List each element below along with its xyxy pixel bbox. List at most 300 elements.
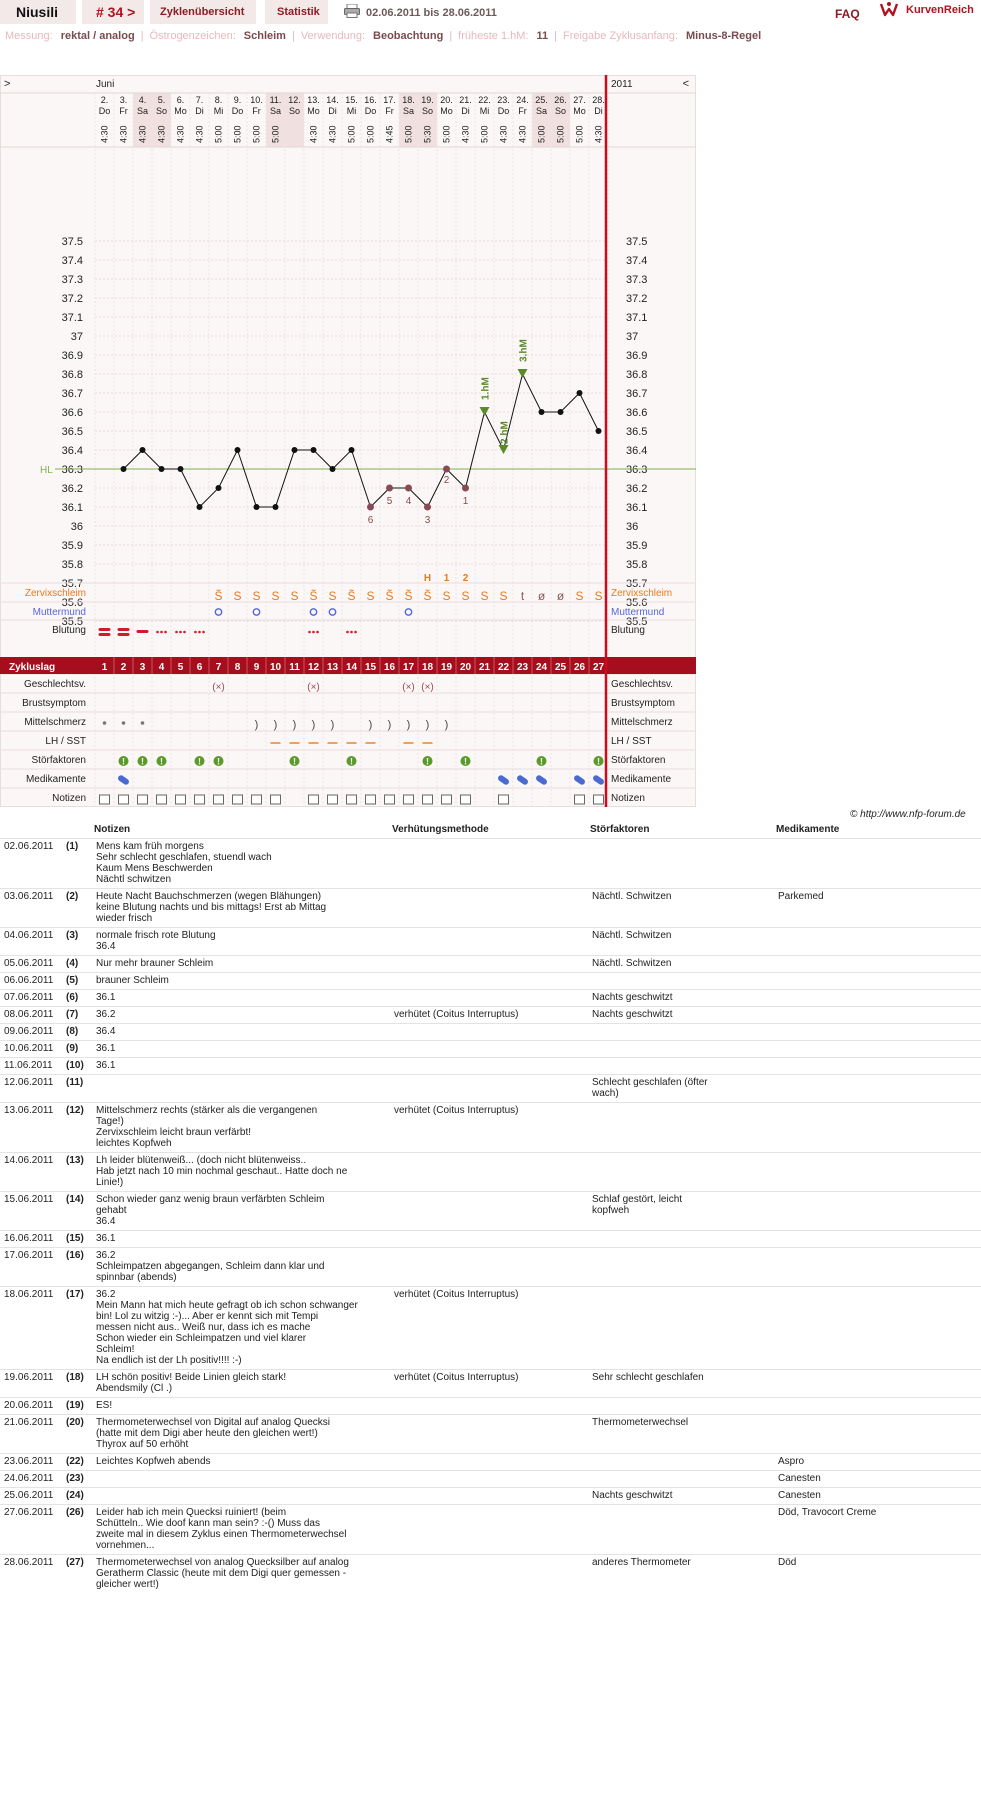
note-icon[interactable] [347, 795, 357, 804]
note-disturbance: Nachts geschwitzt [588, 1007, 774, 1024]
notes-row [0, 1153, 981, 1192]
note-text: 36.2 Mein Mann hat mich heute gefragt ob ich schon schwanger bin! Lol zu witzig :-)... Aber er kennt sich mit Tempi messen nicht aus.. Weiß nur, dass ich es mache Schon wieder ein Schleimpatzen und viel klarer Schleim! Na endlich ist der Lh positiv!!!! :-) [92, 1287, 390, 1370]
note-medication [774, 956, 981, 973]
note-icon[interactable] [442, 795, 452, 804]
year-label: 2011 [611, 79, 633, 90]
note-medication [774, 1248, 981, 1287]
note-icon[interactable] [309, 795, 319, 804]
note-cycle-day: (24) [66, 1488, 92, 1505]
high-measure-label: 2.hM [499, 421, 511, 444]
cycle-day-number: 5 [177, 662, 184, 673]
note-method [390, 1058, 588, 1075]
note-disturbance: Nächtl. Schwitzen [588, 956, 774, 973]
column-time: 5:00 [403, 125, 414, 143]
low-count-label: 6 [367, 515, 374, 526]
note-cycle-day: (8) [66, 1024, 92, 1041]
column-day: 18. [402, 95, 415, 105]
low-count-label: 4 [405, 496, 412, 507]
note-icon[interactable] [499, 795, 509, 804]
note-medication [774, 928, 981, 956]
cervix-os-icon [329, 609, 335, 615]
note-method [390, 1555, 588, 1594]
y-tick-right: 37.2 [626, 293, 648, 305]
cervix-symbol: ø [537, 589, 546, 603]
cycle-day-number: 11 [289, 662, 300, 673]
y-tick-right: 36.3 [626, 464, 648, 476]
note-cycle-day: (19) [66, 1398, 92, 1415]
note-method: verhütet (Coitus Interruptus) [390, 1370, 588, 1398]
row-label-lh: LH / SST [45, 736, 86, 747]
note-date: 11.06.2011 [0, 1058, 66, 1075]
note-icon[interactable] [138, 795, 148, 804]
intercourse-icon: (×) [307, 682, 320, 693]
y-tick-left: 36 [70, 521, 83, 533]
cervix-symbol: S̃ [214, 589, 223, 603]
notes-row [0, 1248, 981, 1287]
note-icon[interactable] [575, 795, 585, 804]
cycle-day-number: 25 [554, 662, 567, 673]
note-cycle-day: (15) [66, 1231, 92, 1248]
notes-table-header [0, 821, 981, 839]
note-text [92, 1471, 390, 1488]
column-weekday: Di [195, 106, 204, 116]
y-tick-right: 36.9 [626, 350, 648, 362]
column-time: 5:00 [365, 125, 376, 143]
note-icon[interactable] [195, 795, 205, 804]
y-tick-right: 37.4 [626, 255, 648, 267]
note-icon[interactable] [423, 795, 433, 804]
note-medication: Död [774, 1555, 981, 1594]
column-time: 4:30 [194, 125, 205, 143]
bleeding-spotting-icon [312, 631, 315, 634]
note-text: Leider hab ich mein Quecksi ruiniert! (beim Schütteln.. Wie doof kann man sein? :-() Muss das zweite mal in diesem Zyklus einen Thermometerwechsel vornehmen... [92, 1505, 390, 1555]
note-icon[interactable] [233, 795, 243, 804]
bleeding-spotting-icon [346, 631, 349, 634]
notes-row [0, 990, 981, 1007]
note-method [390, 928, 588, 956]
note-disturbance [588, 973, 774, 990]
column-weekday: Fr [252, 106, 261, 116]
note-date: 18.06.2011 [0, 1287, 66, 1370]
note-method [390, 1192, 588, 1231]
note-medication [774, 1370, 981, 1398]
column-weekday: Do [98, 106, 111, 116]
column-weekday: Mo [440, 106, 453, 116]
note-medication [774, 1231, 981, 1248]
bleeding-spotting-icon [160, 631, 163, 634]
note-date: 24.06.2011 [0, 1471, 66, 1488]
row-label-meds: Medikamente [25, 774, 86, 785]
note-icon[interactable] [404, 795, 414, 804]
medication-pill-icon [535, 774, 548, 786]
y-tick-right: 36 [626, 521, 639, 533]
column-weekday: Do [497, 106, 510, 116]
column-day: 25. [535, 95, 548, 105]
notes-row [0, 839, 981, 889]
note-disturbance: Sehr schlecht geschlafen [588, 1370, 774, 1398]
note-date: 13.06.2011 [0, 1103, 66, 1153]
column-day: 17. [383, 95, 396, 105]
disturbance-mark: ! [122, 756, 125, 767]
note-text [92, 1488, 390, 1505]
cycle-day-number: 18 [421, 662, 434, 673]
note-date: 05.06.2011 [0, 956, 66, 973]
note-icon[interactable] [461, 795, 471, 804]
note-text: 36.1 [92, 1231, 390, 1248]
note-date: 06.06.2011 [0, 973, 66, 990]
header-method: Verhütungsmethode [392, 824, 489, 835]
y-tick-left: 35.5 [61, 616, 83, 628]
column-weekday: Sa [269, 106, 282, 116]
note-medication [774, 1058, 981, 1075]
y-tick-right: 36.8 [626, 369, 648, 381]
note-icon[interactable] [594, 795, 604, 804]
column-weekday: Di [594, 106, 603, 116]
cervix-symbol: S [480, 589, 489, 603]
low-count-label: 1 [462, 496, 469, 507]
note-disturbance: Nachts geschwitzt [588, 1488, 774, 1505]
column-weekday: Mo [174, 106, 187, 116]
setting-value: Minus-8-Regel [685, 30, 762, 42]
column-weekday: Do [231, 106, 244, 116]
note-disturbance [588, 1024, 774, 1041]
printer-icon[interactable] [344, 4, 360, 18]
note-icon[interactable] [157, 795, 167, 804]
cervix-symbol: S [290, 589, 299, 603]
note-disturbance [588, 1454, 774, 1471]
note-medication: Parkemed [774, 889, 981, 928]
note-icon[interactable] [328, 795, 338, 804]
setting-label: Freigabe Zyklusanfang: [563, 30, 678, 42]
column-weekday: Fr [518, 106, 527, 116]
column-weekday: Mi [213, 106, 224, 116]
statistics-tab[interactable]: Statistik [265, 0, 330, 24]
cycle-chart [0, 75, 696, 807]
y-tick-left: 37.3 [61, 274, 83, 286]
midpain-icon: ) [406, 719, 411, 731]
column-day: 27. [573, 95, 586, 105]
y-tick-right: 36.7 [626, 388, 648, 400]
midpain-icon: ) [368, 719, 373, 731]
column-time: 4:30 [137, 125, 148, 143]
header-medication: Medikamente [776, 824, 840, 835]
y-tick-right: 36.6 [626, 407, 648, 419]
bleeding-spotting-icon [198, 631, 201, 634]
y-tick-left: 36.6 [61, 407, 83, 419]
row-label-disturb: Störfaktoren [31, 755, 86, 766]
y-tick-right: 37.5 [626, 236, 648, 248]
note-icon[interactable] [176, 795, 186, 804]
cervix-symbol: S [328, 589, 337, 603]
notes-row [0, 1041, 981, 1058]
note-icon[interactable] [271, 795, 281, 804]
cycle-day-number: 23 [516, 662, 529, 673]
column-time: 4:30 [517, 125, 528, 143]
note-cycle-day: (11) [66, 1075, 92, 1103]
note-date: 07.06.2011 [0, 990, 66, 1007]
column-time: 5:00 [251, 125, 262, 143]
bleeding-medium-icon [137, 630, 149, 633]
note-icon[interactable] [119, 795, 129, 804]
note-text: brauner Schleim [92, 973, 390, 990]
column-time: 5:00 [232, 125, 243, 143]
notes-row [0, 1007, 981, 1024]
column-time: 5:00 [270, 125, 281, 143]
y-tick-right: 36.4 [626, 445, 648, 457]
user-name-tab[interactable]: Niusili [0, 0, 78, 24]
column-weekday: Mi [346, 106, 357, 116]
y-tick-left: 37.5 [61, 236, 83, 248]
settings-line [5, 30, 767, 42]
row-label-cervix: Zervixschleim [24, 588, 86, 599]
header-disturbances: Störfaktoren [590, 824, 650, 835]
low-count-point [405, 485, 412, 492]
note-method [390, 1248, 588, 1287]
column-weekday: Sa [402, 106, 415, 116]
temperature-point [558, 409, 564, 415]
brand-name[interactable]: KurvenReich [906, 4, 974, 16]
disturbance-mark: ! [141, 756, 144, 767]
column-day: 6. [176, 95, 185, 105]
low-count-point [443, 466, 450, 473]
settings-separator: | [449, 30, 453, 42]
cycle-day-number: 3 [139, 662, 146, 673]
cycle-overview-tab[interactable]: Zyklenübersicht [150, 0, 258, 24]
note-text: Thermometerwechsel von analog Quecksilber auf analog Geratherm Classic (heute mit dem Digi quer gemessen - gleicher wert!) [92, 1555, 390, 1594]
note-text: Mittelschmerz rechts (stärker als die vergangenen Tage!) Zervixschleim leicht braun verfärbt! leichtes Kopfweh [92, 1103, 390, 1153]
disturbance-mark: ! [540, 756, 543, 767]
note-method [390, 1231, 588, 1248]
medication-pill-icon [497, 774, 510, 786]
column-day: 24. [516, 95, 529, 105]
note-medication: Canesten [774, 1488, 981, 1505]
low-count-label: 2 [443, 475, 450, 486]
temperature-point [235, 447, 241, 453]
note-cycle-day: (9) [66, 1041, 92, 1058]
note-date: 20.06.2011 [0, 1398, 66, 1415]
peak-marker: H [423, 573, 432, 584]
row-label-intercourse: Geschlechtsv. [23, 679, 86, 690]
notes-row [0, 1058, 981, 1075]
row-label-right-midpain: Mittelschmerz [611, 717, 673, 728]
note-icon[interactable] [100, 795, 110, 804]
bleeding-spotting-icon [354, 631, 357, 634]
settings-separator: | [554, 30, 557, 42]
notes-row [0, 1488, 981, 1505]
low-count-point [367, 504, 374, 511]
note-cycle-day: (20) [66, 1415, 92, 1454]
row-label-midpain: Mittelschmerz [24, 717, 86, 728]
cycle-day-number: 10 [269, 662, 282, 673]
note-disturbance [588, 839, 774, 889]
column-day: 11. [269, 95, 282, 105]
y-tick-right: 37 [626, 331, 639, 343]
cycle-day-number: 13 [326, 662, 339, 673]
row-label-breast: Brustsymptom [22, 698, 86, 709]
note-cycle-day: (14) [66, 1192, 92, 1231]
note-disturbance [588, 1471, 774, 1488]
setting-value: Beobachtung [373, 30, 444, 42]
notes-row [0, 889, 981, 928]
y-tick-right: 35.7 [626, 578, 648, 590]
column-day: 8. [214, 95, 223, 105]
cycle-number-tab[interactable]: # 34 > [82, 0, 146, 24]
y-tick-left: 35.6 [61, 597, 83, 609]
column-time: 4:30 [593, 125, 604, 143]
y-tick-left: 35.8 [61, 559, 83, 571]
note-disturbance [588, 1058, 774, 1075]
column-time: 4:30 [308, 125, 319, 143]
peak-marker: 1 [443, 573, 450, 584]
note-date: 03.06.2011 [0, 889, 66, 928]
kurvenreich-logo-icon[interactable] [878, 0, 900, 20]
date-range: 02.06.2011 bis 28.06.2011 [366, 7, 497, 19]
medication-pill-icon [592, 774, 605, 786]
disturbance-mark: ! [350, 756, 353, 767]
column-time: 5:00 [574, 125, 585, 143]
notes-row [0, 1454, 981, 1471]
y-tick-right: 37.1 [626, 312, 648, 324]
note-text: Mens kam früh morgens Sehr schlecht geschlafen, stuendl wach Kaum Mens Beschwerden Nächtl schwitzen [92, 839, 390, 889]
column-time: 5:00 [441, 125, 452, 143]
y-tick-left: 36.4 [61, 445, 83, 457]
y-tick-right: 36.2 [626, 483, 648, 495]
note-method: verhütet (Coitus Interruptus) [390, 1007, 588, 1024]
temperature-point [254, 504, 260, 510]
column-day: 12. [288, 95, 301, 105]
y-tick-left: 36.1 [61, 502, 83, 514]
note-method [390, 956, 588, 973]
cervix-os-icon [405, 609, 411, 615]
column-time: 4:30 [99, 125, 110, 143]
midpain-icon: ) [387, 719, 392, 731]
note-text: ES! [92, 1398, 390, 1415]
note-text: 36.2 Schleimpatzen abgegangen, Schleim dann klar und spinnbar (abends) [92, 1248, 390, 1287]
low-count-label: 3 [424, 515, 431, 526]
midpain-icon: ) [292, 719, 297, 731]
y-tick-left: 37.4 [61, 255, 83, 267]
note-icon[interactable] [252, 795, 262, 804]
setting-value: 11 [536, 30, 549, 42]
bleeding-spotting-icon [164, 631, 167, 634]
notes-row [0, 1075, 981, 1103]
note-medication: Aspro [774, 1454, 981, 1471]
note-disturbance: Nächtl. Schwitzen [588, 889, 774, 928]
cervix-os-icon [310, 609, 316, 615]
temperature-point [273, 504, 279, 510]
column-day: 3. [119, 95, 128, 105]
note-text: LH schön positiv! Beide Linien gleich stark! Abendsmily (Cl .) [92, 1370, 390, 1398]
note-icon[interactable] [385, 795, 395, 804]
note-cycle-day: (13) [66, 1153, 92, 1192]
note-cycle-day: (12) [66, 1103, 92, 1153]
peak-marker: 2 [462, 573, 469, 584]
column-weekday: Di [461, 106, 470, 116]
column-weekday: Sa [535, 106, 548, 116]
row-label-right-cervix: Zervixschleim [611, 588, 673, 599]
setting-label: Messung: [5, 30, 53, 42]
column-day: 9. [233, 95, 242, 105]
column-time: 5:00 [536, 125, 547, 143]
column-time: 5:00 [555, 125, 566, 143]
temperature-point [197, 504, 203, 510]
nav-left-arrow[interactable]: > [4, 78, 11, 90]
y-tick-left: 36.7 [61, 388, 83, 400]
column-day: 14. [326, 95, 339, 105]
note-method [390, 1398, 588, 1415]
note-disturbance [588, 1505, 774, 1555]
note-disturbance [588, 1041, 774, 1058]
cycle-day-number: 19 [440, 662, 453, 673]
low-count-point [386, 485, 393, 492]
cervix-symbol: ø [556, 589, 565, 603]
notes-row [0, 1103, 981, 1153]
midpain-dot-icon [122, 721, 126, 725]
setting-label: früheste 1.hM: [458, 30, 529, 42]
note-method [390, 889, 588, 928]
cycle-day-number: 7 [215, 662, 222, 673]
note-medication [774, 1075, 981, 1103]
cervix-symbol: S [271, 589, 280, 603]
note-method [390, 839, 588, 889]
note-date: 14.06.2011 [0, 1153, 66, 1192]
cycle-day-number: 4 [158, 662, 165, 673]
settings-separator: | [140, 30, 144, 42]
note-date: 19.06.2011 [0, 1370, 66, 1398]
note-medication [774, 990, 981, 1007]
bleeding-spotting-icon [308, 631, 311, 634]
bleeding-spotting-icon [194, 631, 197, 634]
note-date: 25.06.2011 [0, 1488, 66, 1505]
row-label-bleeding: Blutung [52, 625, 86, 636]
cervix-symbol: S [575, 589, 584, 603]
note-date: 09.06.2011 [0, 1024, 66, 1041]
midpain-icon: ) [273, 719, 278, 731]
notes-row [0, 1415, 981, 1454]
cycle-chart-svg [0, 75, 696, 807]
cervix-symbol: S [442, 589, 451, 603]
faq-link[interactable]: FAQ [835, 7, 860, 21]
note-medication [774, 1103, 981, 1153]
note-icon[interactable] [214, 795, 224, 804]
note-text: 36.4 [92, 1024, 390, 1041]
y-tick-right: 35.9 [626, 540, 648, 552]
high-measure-label: 3.hM [518, 339, 530, 362]
bleeding-spotting-icon [350, 631, 353, 634]
note-medication [774, 839, 981, 889]
bleeding-heavy-icon [118, 628, 130, 631]
note-method [390, 1153, 588, 1192]
note-date: 02.06.2011 [0, 839, 66, 889]
note-cycle-day: (18) [66, 1370, 92, 1398]
column-day: 7. [195, 95, 204, 105]
note-disturbance [588, 1231, 774, 1248]
note-icon[interactable] [366, 795, 376, 804]
note-cycle-day: (3) [66, 928, 92, 956]
row-label-os: Muttermund [32, 607, 86, 618]
nav-right-arrow[interactable]: < [682, 78, 689, 90]
cycle-day-number: 20 [459, 662, 472, 673]
cervix-symbol: S [366, 589, 375, 603]
note-disturbance: Schlaf gestört, leicht kopfweh [588, 1192, 774, 1231]
column-weekday: So [554, 106, 567, 116]
note-method [390, 1488, 588, 1505]
note-method: verhütet (Coitus Interruptus) [390, 1287, 588, 1370]
column-time: 4:30 [118, 125, 129, 143]
note-text: normale frisch rote Blutung 36.4 [92, 928, 390, 956]
cycle-day-number: 1 [101, 662, 108, 673]
bleeding-heavy-icon [118, 633, 130, 636]
